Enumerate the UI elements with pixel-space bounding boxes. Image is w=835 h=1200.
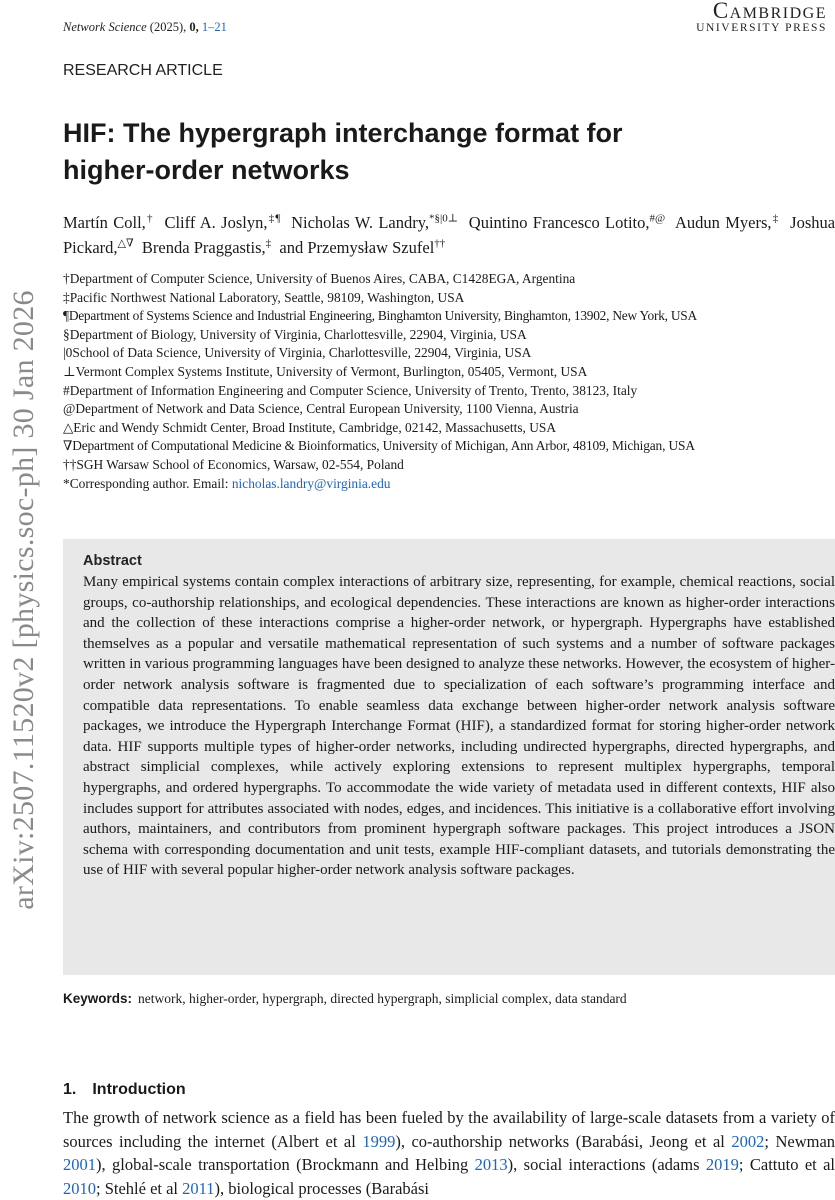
affiliation: △Eric and Wendy Schmidt Center, Broad Institute, Cambridge, 02142, Massachusetts, USA bbox=[63, 419, 557, 435]
abstract-box bbox=[63, 539, 835, 975]
publisher-logo bbox=[696, 0, 827, 35]
corresponding-label: *Corresponding author. Email: bbox=[63, 475, 229, 491]
journal-pages[interactable]: 1–21 bbox=[201, 20, 227, 34]
affiliation: ∇Department of Computational Medicine & Bioinformatics, University of Michigan, Ann Arbor, 48109, Michigan, USA bbox=[63, 438, 695, 454]
journal-year: (2025), bbox=[149, 20, 187, 34]
affiliation-list bbox=[63, 270, 835, 493]
section-number: 1. bbox=[63, 1081, 77, 1098]
author: Nicholas W. Landry,$^{*\S|0\perp}$ bbox=[291, 212, 459, 232]
author: and Przemysław Szufel†† bbox=[279, 237, 446, 257]
citation-link[interactable]: 2010 bbox=[63, 1178, 96, 1198]
intro-paragraph: The growth of network science as a field has been fueled by the availability of large-scale datasets from a variety of sources including the internet (Albert et al 1999), co-authorship networks (Barabási, Jeong et al 2002; Newman 2001), global-scale transportation (Brockmann and Helbing 2013), social interactions (adams 2019; Cattuto et al 2010; Stehlé et al 2011), biological processes (Barabási bbox=[63, 1108, 835, 1198]
arxiv-sidebar bbox=[0, 0, 48, 1200]
keywords bbox=[63, 991, 627, 1007]
affiliation: #Department of Information Engineering and Computer Science, University of Trento, Trento, 38123, Italy bbox=[63, 382, 638, 398]
corresponding-email-link[interactable]: nicholas.landry@virginia.edu bbox=[231, 475, 391, 491]
publisher-subname: UNIVERSITY PRESS bbox=[696, 22, 827, 34]
author: Joshua Pickard,△∇ bbox=[63, 213, 835, 257]
article-type: RESEARCH ARTICLE bbox=[63, 62, 223, 79]
author: Audun Myers,‡ bbox=[674, 212, 780, 232]
abstract-heading: Abstract bbox=[83, 553, 142, 569]
title-line-2: higher-order networks bbox=[63, 155, 350, 185]
keywords-label: Keywords: bbox=[63, 991, 133, 1006]
keywords-text: network, higher-order, hypergraph, directed hypergraph, simplicial complex, data standard bbox=[138, 991, 627, 1006]
section-heading bbox=[63, 1081, 186, 1099]
citation-link[interactable]: 2001 bbox=[63, 1155, 96, 1174]
publisher-name: Cambridge bbox=[712, 0, 827, 23]
citation-link[interactable]: 2002 bbox=[731, 1131, 765, 1151]
citation-link[interactable]: 2013 bbox=[474, 1155, 508, 1174]
affiliation: |0School of Data Science, University of Virginia, Charlottesville, 22904, Virginia, USA bbox=[63, 345, 532, 361]
author: Martín Coll,† bbox=[63, 212, 154, 232]
affiliation: ¶Department of Systems Science and Industrial Engineering, Binghamton University, Binghamton, 13902, New York, USA bbox=[63, 308, 697, 324]
citation-link[interactable]: 2019 bbox=[705, 1155, 739, 1174]
affiliation: ††SGH Warsaw School of Economics, Warsaw, 02-554, Poland bbox=[63, 456, 404, 472]
abstract-text: Many empirical systems contain complex interactions of arbitrary size, representing, for example, chemical reactions, social groups, co-authorship relationships, and ecological dependencies. These interactions are known as higher-order interactions and the collection of these interactions comprise a higher-order network, or hypergraph. Hypergraphs have established themselves as a popular and versatile mathematical representation of such systems and a number of software packages written in various programming languages have been designed to analyze these networks. However, the ecosystem of higher-order network analysis software is fragmented due to specialization of each software’s programming interface and compatible data representations. To enable seamless data exchange between higher-order network analysis software packages, we introduce the Hypergraph Interchange Format (HIF), a standardized format for storing higher-order network data. HIF supports multiple types of higher-order networks, including undirected hypergraphs, directed hypergraphs, and abstract simplicial complexes, while actively exploring extensions to represent multiplex hypergraphs, temporal hypergraphs, and ordered hypergraphs. To accommodate the wide variety of metadata used in different contexts, HIF also includes support for attributes associated with nodes, edges, and incidences. This initiative is a collaborative effort involving authors, maintainers, and contributors from prominent hypergraph software packages. This project introduces a JSON schema with corresponding documentation and unit tests, example HIF-compliant datasets, and tutorials demonstrating the use of HIF with several popular higher-order network analysis software packages. bbox=[83, 574, 835, 879]
arxiv-stamp: arXiv:2507.11520v2 [physics.soc-ph] 30 Jan 2026 bbox=[7, 290, 40, 910]
citation-link[interactable]: 2011 bbox=[182, 1178, 215, 1198]
affiliation: ‡Pacific Northwest National Laboratory, Seattle, 98109, Washington, USA bbox=[63, 289, 465, 305]
affiliation: ⊥Vermont Complex Systems Institute, University of Vermont, Burlington, 05405, Vermont, USA bbox=[63, 363, 588, 379]
author-list bbox=[63, 210, 835, 260]
journal-name: Network Science bbox=[63, 20, 147, 34]
corresponding-author bbox=[63, 475, 835, 494]
journal-volume: 0, bbox=[189, 20, 199, 34]
affiliation: §Department of Biology, University of Virginia, Charlottesville, 22904, Virginia, USA bbox=[63, 326, 527, 342]
journal-citation bbox=[63, 20, 227, 35]
affiliation: †Department of Computer Science, University of Buenos Aires, CABA, C1428EGA, Argentina bbox=[63, 271, 576, 286]
author: Brenda Praggastis,‡ bbox=[141, 237, 272, 257]
title-line-1: HIF: The hypergraph interchange format for bbox=[63, 118, 623, 148]
author: Cliff A. Joslyn,‡¶ bbox=[164, 212, 281, 232]
affiliation: @Department of Network and Data Science, Central European University, 1100 Vienna, Austria bbox=[63, 401, 579, 417]
citation-link[interactable]: 1999 bbox=[362, 1131, 396, 1151]
author: Quintino Francesco Lotito,#@ bbox=[468, 212, 666, 232]
section-title: Introduction bbox=[92, 1081, 186, 1098]
paper-title bbox=[63, 115, 763, 189]
